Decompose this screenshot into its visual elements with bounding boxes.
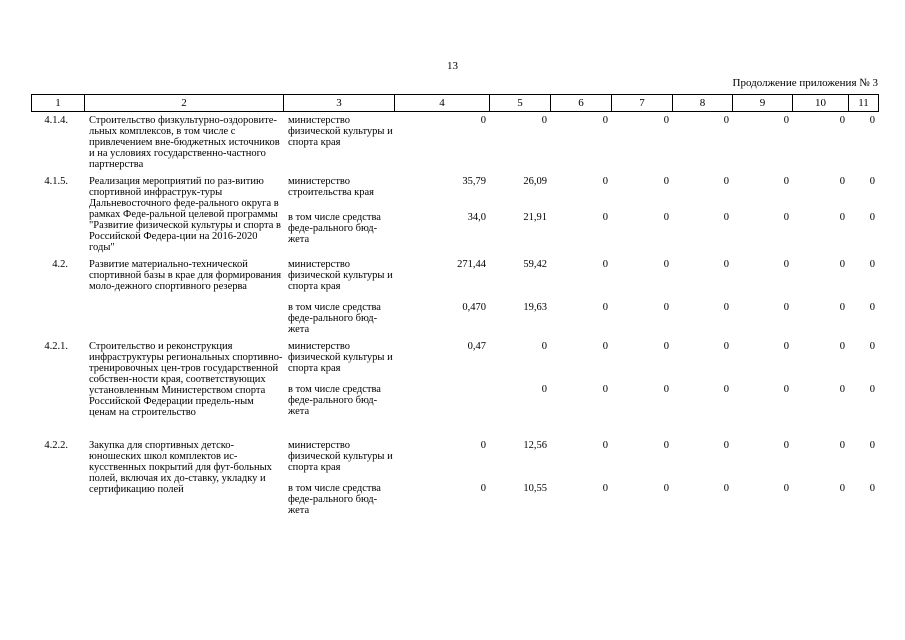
- table-row: [31, 176, 878, 202]
- value-cell: 0: [663, 341, 669, 352]
- value-cell: 0: [723, 341, 729, 352]
- value-cell: 0: [663, 115, 669, 126]
- value-cell: 19,63: [523, 302, 547, 313]
- value-cell: 0: [783, 302, 789, 313]
- row-executor: министерство строительства края: [288, 176, 374, 198]
- column-header-row: [31, 94, 879, 112]
- value-cell: 0: [869, 259, 875, 270]
- value-cell: 0: [480, 115, 486, 126]
- value-cell: 0: [723, 302, 729, 313]
- row-executor: в том числе средства феде-рального бюд-жета: [288, 483, 381, 516]
- data-table: [31, 115, 878, 516]
- value-cell: 0: [602, 440, 608, 451]
- column-header: 9: [733, 95, 793, 112]
- column-header: 5: [490, 95, 551, 112]
- column-header: 8: [673, 95, 733, 112]
- value-cell: 0: [602, 483, 608, 494]
- row-name: Развитие материально-технической спортивной базы в крае для формирования моло-дежного спортивного резерва: [89, 259, 282, 292]
- value-cell: 10,55: [523, 483, 547, 494]
- row-executor: министерство физической культуры и спорта края: [288, 440, 393, 473]
- value-cell: 0: [869, 302, 875, 313]
- value-cell: 0: [723, 212, 729, 224]
- value-cell: 0: [480, 483, 486, 494]
- value-cell: 0: [783, 176, 789, 187]
- value-cell: 0: [602, 259, 608, 270]
- value-cell: 0: [783, 115, 789, 126]
- page-number: 13: [447, 60, 458, 72]
- value-cell: 35,79: [462, 176, 486, 187]
- column-header: 1: [32, 95, 85, 112]
- column-header: 10: [793, 95, 849, 112]
- value-cell: 0: [663, 384, 669, 396]
- row-spacer: [31, 418, 878, 440]
- row-code: 4.2.2.: [44, 440, 68, 451]
- row-executor: министерство физической культуры и спорта края: [288, 259, 393, 292]
- value-cell: 0: [723, 384, 729, 396]
- row-executor: министерство физической культуры и спорта края: [288, 115, 393, 148]
- value-cell: 0: [541, 341, 547, 352]
- value-cell: 0: [602, 384, 608, 396]
- value-cell: 26,09: [523, 176, 547, 187]
- column-header: 2: [85, 95, 284, 112]
- value-cell: 0,470: [462, 302, 486, 313]
- value-cell: 0: [723, 176, 729, 187]
- row-executor: министерство физической культуры и спорта края: [288, 341, 393, 374]
- row-spacer-cell: [31, 418, 878, 440]
- value-cell: 0: [541, 115, 547, 126]
- column-header: 11: [849, 95, 879, 112]
- row-code: 4.2.1.: [44, 341, 68, 352]
- value-cell: 0: [869, 483, 875, 494]
- row-code: 4.1.4.: [44, 115, 68, 126]
- value-cell: 0: [839, 176, 845, 187]
- table-row: [31, 341, 878, 374]
- value-cell: 0: [839, 483, 845, 494]
- value-cell: 0: [839, 341, 845, 352]
- value-cell: 0: [839, 259, 845, 270]
- column-header: 6: [551, 95, 612, 112]
- value-cell: 21,91: [523, 212, 547, 224]
- value-cell: 12,56: [523, 440, 547, 451]
- value-cell: 0: [663, 176, 669, 187]
- row-code: 4.1.5.: [44, 176, 68, 187]
- value-cell: 0: [839, 384, 845, 396]
- value-cell: 0: [839, 440, 845, 451]
- value-cell: 0: [783, 259, 789, 270]
- table-row: [31, 440, 878, 473]
- row-name: Строительство физкультурно-оздоровите-льных комплексов, в том числе с привлечением вне-бюджетных источников и на условиях государственно-частного партнерства: [89, 115, 280, 170]
- appendix-note: Продолжение приложения № 3: [732, 77, 878, 89]
- value-cell: 0: [602, 302, 608, 313]
- column-header: 4: [395, 95, 490, 112]
- value-cell: 0: [602, 115, 608, 126]
- value-cell: 0: [663, 212, 669, 224]
- value-cell: 0: [723, 259, 729, 270]
- value-cell: 0: [839, 212, 845, 224]
- row-executor: в том числе средства феде-рального бюд-жета: [288, 384, 381, 418]
- value-cell: 0: [869, 440, 875, 451]
- value-cell: 0: [783, 384, 789, 396]
- value-cell: 0: [869, 384, 875, 396]
- value-cell: 271,44: [457, 259, 486, 270]
- row-code: 4.2.: [52, 259, 68, 270]
- value-cell: 0: [663, 302, 669, 313]
- value-cell: 59,42: [523, 259, 547, 270]
- value-cell: 0: [783, 212, 789, 224]
- column-header: 7: [612, 95, 673, 112]
- row-name: Реализация мероприятий по раз-витию спортивной инфраструк-туры Дальневосточного феде-рального округа в рамках Феде-ральной целевой программы "Развитие физической культуры и спорта в Российской Федера-ции на 2016-2020 годы": [89, 176, 281, 253]
- value-cell: [394, 374, 489, 418]
- value-cell: 0: [869, 212, 875, 224]
- value-cell: 0: [723, 483, 729, 494]
- table-row: [31, 259, 878, 292]
- value-cell: 0: [663, 483, 669, 494]
- value-cell: 0: [783, 483, 789, 494]
- value-cell: 0: [723, 115, 729, 126]
- value-cell: 0: [723, 440, 729, 451]
- row-executor: в том числе средства феде-рального бюд-жета: [288, 212, 381, 246]
- column-header: 3: [284, 95, 395, 112]
- row-name: Закупка для спортивных детско-юношеских школ комплектов ис-кусственных покрытий для фут-больных полей, включая их до-ставку, укладку и сертификацию полей: [89, 440, 272, 495]
- value-cell: 34,0: [467, 212, 486, 224]
- value-cell: 0: [480, 440, 486, 451]
- value-cell: 0: [602, 341, 608, 352]
- value-cell: 0: [869, 115, 875, 126]
- row-name: Строительство и реконструкция инфраструктуры региональных спортивно-тренировочных цен-тров государственной собствен-ности края, соответствующих установленным Министерством спорта Российской Федерации предель-ным ценам на строительство: [89, 341, 283, 418]
- row-executor: в том числе средства феде-рального бюд-жета: [288, 302, 381, 335]
- value-cell: 0: [839, 115, 845, 126]
- value-cell: 0: [869, 176, 875, 187]
- value-cell: 0: [663, 259, 669, 270]
- value-cell: 0: [602, 176, 608, 187]
- value-cell: 0: [783, 440, 789, 451]
- value-cell: 0: [602, 212, 608, 224]
- value-cell: 0: [663, 440, 669, 451]
- value-cell: 0: [839, 302, 845, 313]
- value-cell: 0: [541, 384, 547, 396]
- value-cell: 0: [869, 341, 875, 352]
- table-row: [31, 115, 878, 170]
- value-cell: 0: [783, 341, 789, 352]
- value-cell: 0,47: [467, 341, 486, 352]
